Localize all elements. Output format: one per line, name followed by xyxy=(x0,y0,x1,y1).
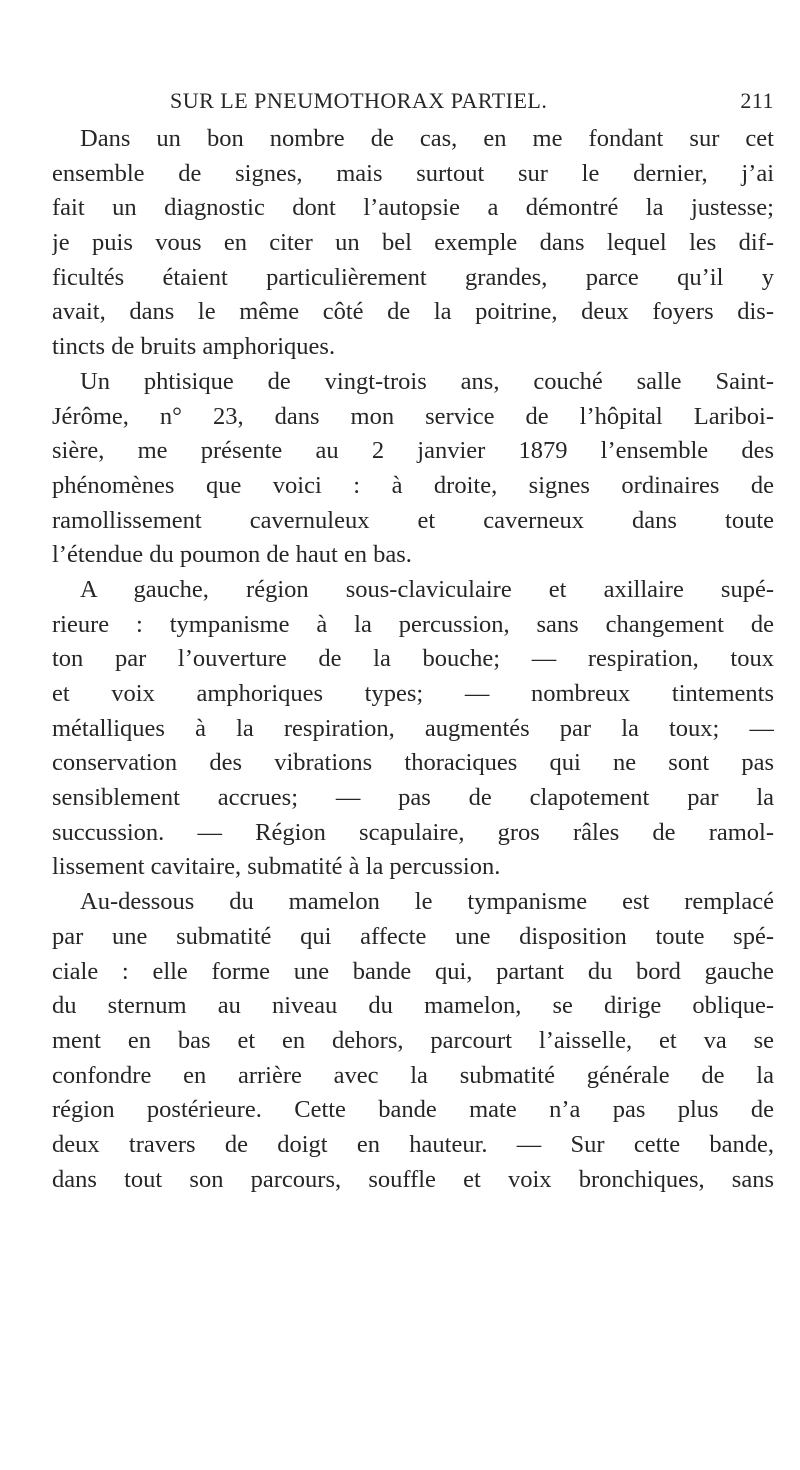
text-line: région postérieure. Cette bande mate n’a pas plus de xyxy=(52,1096,774,1124)
text-line: ramollissement cavernuleux et caverneux dans toute xyxy=(52,506,774,534)
text-line: confondre en arrière avec la submatité générale de la xyxy=(52,1061,774,1089)
text-line: dans tout son parcours, souffle et voix bronchiques, sans xyxy=(52,1165,774,1193)
text-line: sière, me présente au 2 janvier 1879 l’ensemble des xyxy=(52,437,774,465)
text-line: du sternum au niveau du mamelon, se dirige oblique- xyxy=(52,992,774,1020)
text-line: par une submatité qui affecte une disposition toute spé- xyxy=(52,922,774,950)
page-number: 211 xyxy=(740,88,774,113)
running-head xyxy=(52,88,774,118)
running-title: SUR LE PNEUMOTHORAX PARTIEL. xyxy=(170,88,548,113)
text-line: deux travers de doigt en hauteur. — Sur cette bande, xyxy=(52,1130,774,1158)
text-line: je puis vous en citer un bel exemple dans lequel les dif- xyxy=(52,229,774,257)
text-line: lissement cavitaire, submatité à la percussion. xyxy=(52,853,501,881)
text-line: ton par l’ouverture de la bouche; — respiration, toux xyxy=(52,645,774,673)
text-line: A gauche, région sous-claviculaire et axillaire supé- xyxy=(80,575,774,603)
text-line: phénomènes que voici : à droite, signes ordinaires de xyxy=(52,471,774,499)
text-line: l’étendue du poumon de haut en bas. xyxy=(52,541,412,569)
text-line: sensiblement accrues; — pas de clapotement par la xyxy=(52,784,774,812)
text-line: fait un diagnostic dont l’autopsie a démontré la justesse; xyxy=(52,194,774,222)
text-line: et voix amphoriques types; — nombreux tintements xyxy=(52,680,774,707)
text-line: succussion. — Région scapulaire, gros râles de ramol- xyxy=(52,818,774,846)
body-text xyxy=(52,122,774,1197)
book-page xyxy=(52,0,774,1470)
text-line: Jérôme, n° 23, dans mon service de l’hôpital Lariboi- xyxy=(52,402,774,430)
text-line: conservation des vibrations thoraciques qui ne sont pas xyxy=(52,749,774,777)
text-line: rieure : tympanisme à la percussion, sans changement de xyxy=(52,610,774,638)
text-line: ficultés étaient particulièrement grandes, parce qu’il y xyxy=(52,263,774,291)
text-line: avait, dans le même côté de la poitrine, deux foyers dis- xyxy=(52,298,774,326)
text-line: métalliques à la respiration, augmentés par la toux; — xyxy=(52,714,774,742)
text-line: tincts de bruits amphoriques. xyxy=(52,333,336,361)
text-line: Un phtisique de vingt-trois ans, couché salle Saint- xyxy=(80,367,774,395)
text-line: Dans un bon nombre de cas, en me fondant sur cet xyxy=(80,125,774,152)
text-line: Au-dessous du mamelon le tympanisme est remplacé xyxy=(80,888,774,916)
text-line: ciale : elle forme une bande qui, partant du bord gauche xyxy=(52,957,774,985)
text-line: ensemble de signes, mais surtout sur le dernier, j’ai xyxy=(52,159,774,187)
text-line: ment en bas et en dehors, parcourt l’aisselle, et va se xyxy=(52,1026,774,1054)
